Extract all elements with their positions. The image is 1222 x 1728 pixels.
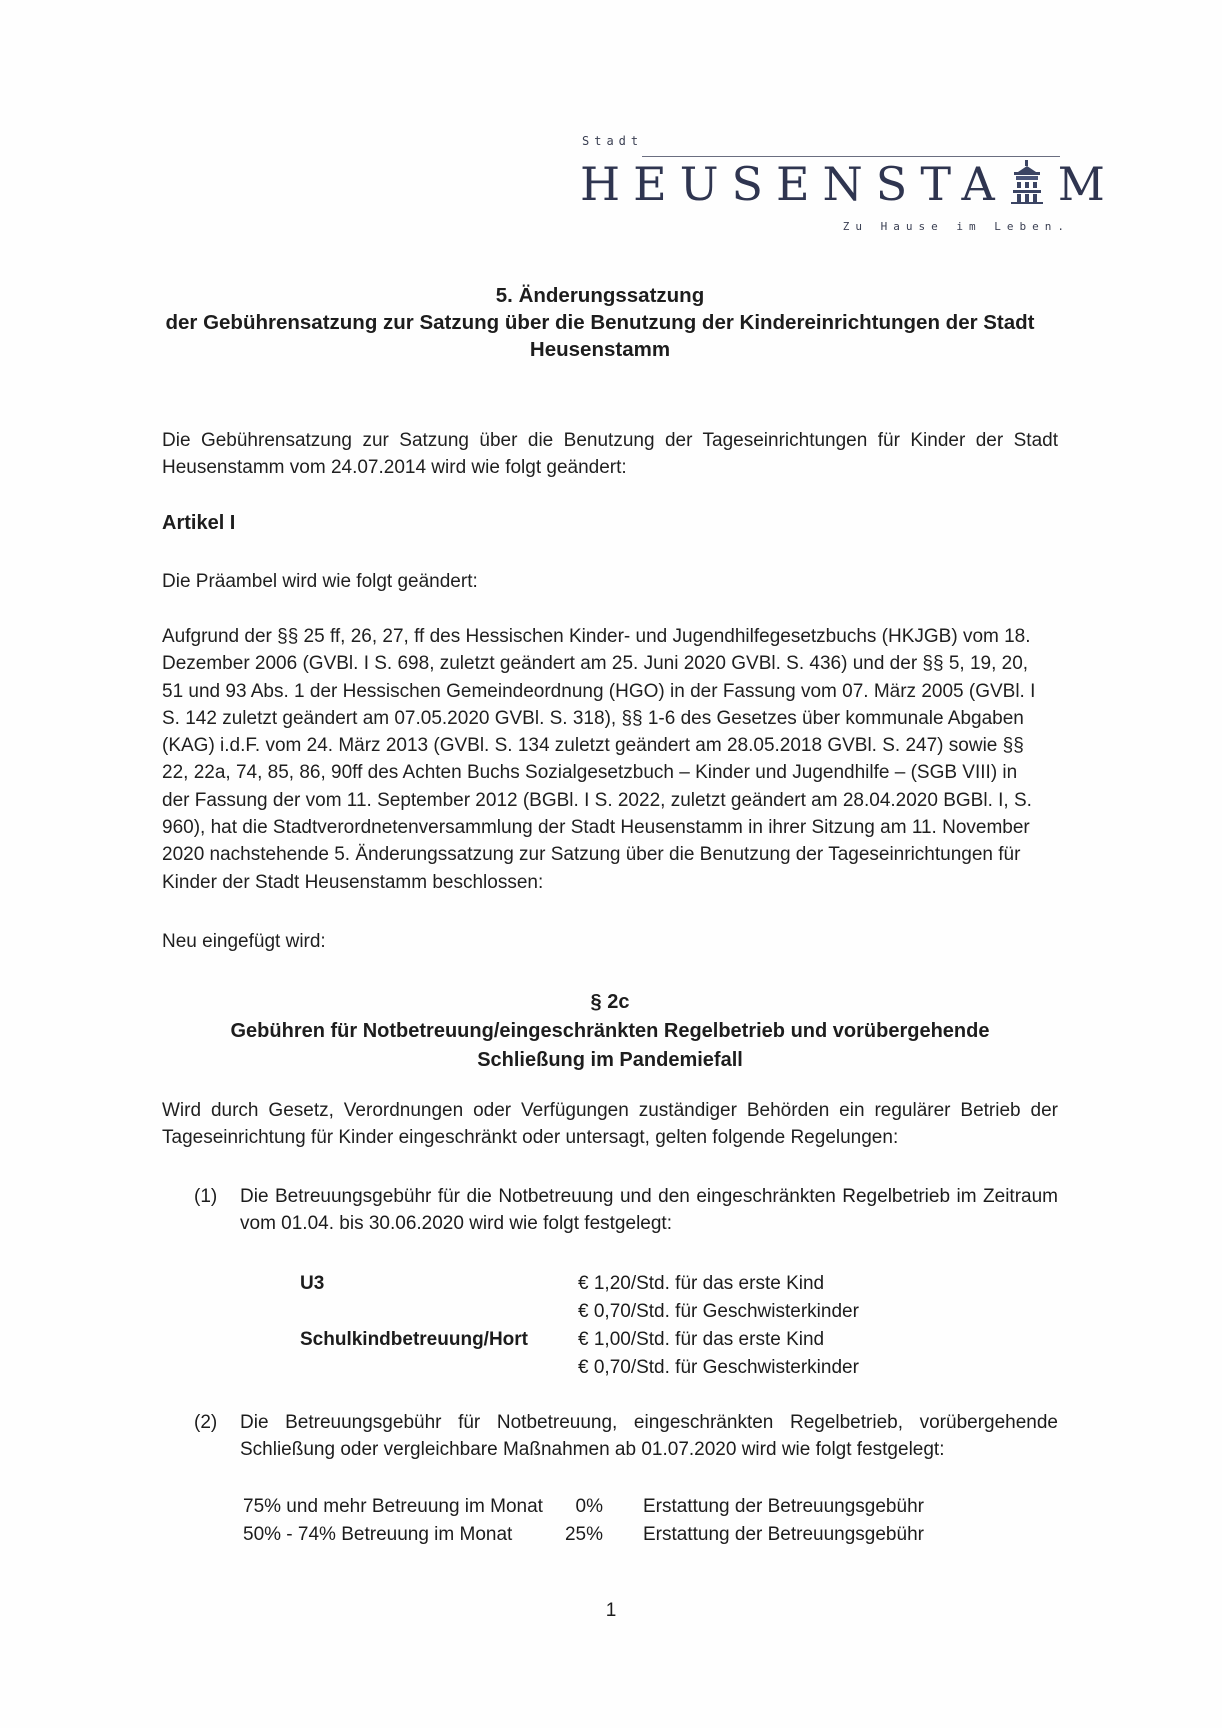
fee-amount: € 0,70/Std. für Geschwisterkinder: [578, 1357, 859, 1378]
legal-basis-line: (KAG) i.d.F. vom 24. März 2013 (GVBl. S. 134 zuletzt geändert am 28.05.2018 GVBl. S. 247) sowie §§: [162, 735, 1024, 757]
insert-note: Neu eingefügt wird:: [162, 931, 326, 952]
title-line-1: 5. Änderungssatzung: [495, 284, 705, 307]
refund-text: Erstattung der Betreuungsgebühr: [643, 1524, 924, 1545]
clause-text: Die Betreuungsgebühr für die Notbetreuung und den eingeschränkten Regelbetrieb im Zeitraum vom 01.04. bis 30.06.2020 wird wie folgt festgelegt:: [240, 1186, 1058, 1234]
fee-category: Schulkindbetreuung/Hort: [300, 1329, 528, 1350]
fee-category: U3: [300, 1273, 325, 1294]
preamble-note: Die Präambel wird wie folgt geändert:: [162, 571, 478, 592]
legal-basis-line: 51 und 93 Abs. 1 der Hessischen Gemeindeordnung (HGO) in der Fassung vom 07. März 2005 (GVBl. I: [162, 680, 1036, 702]
clause-text: Die Betreuungsgebühr für Notbetreuung, eingeschränkten Regelbetrieb, vorübergehende Schließung oder vergleichbare Maßnahmen ab 01.07.2020 wird wie folgt festgelegt:: [240, 1412, 1058, 1460]
intro-paragraph: Die Gebührensatzung zur Satzung über die Benutzung der Tageseinrichtungen für Kinder der Stadt Heusenstamm vom 24.07.2014 wird wie folgt geändert:: [162, 430, 1058, 478]
section-title-line-2: Schließung im Pandemiefall: [477, 1049, 743, 1071]
legal-basis-line: 22, 22a, 74, 85, 86, 90ff des Achten Buchs Sozialgesetzbuch – Kinder und Jugendhilfe – (SGB VIII) in: [162, 762, 1018, 784]
castle-icon: [1008, 160, 1046, 204]
clause-number: (1): [194, 1186, 218, 1207]
fee-amount: € 1,20/Std. für das erste Kind: [578, 1273, 825, 1294]
logo-stadt-label: Stadt: [582, 134, 644, 148]
refund-usage: 50% - 74% Betreuung im Monat: [243, 1524, 513, 1545]
legal-basis-paragraph: [162, 623, 1058, 896]
legal-basis-line: 960), hat die Stadtverordnetenversammlung der Stadt Heusenstamm in ihrer Sitzung am 11. November: [162, 817, 1030, 839]
logo-city-name: [580, 158, 1118, 210]
section-number: § 2c: [590, 991, 630, 1013]
logo-name-part1: HEUSENSTA: [580, 157, 1008, 211]
legal-basis-line: 2020 nachstehende 5. Änderungssatzung zur Satzung über die Benutzung der Tageseinrichtungen für: [162, 844, 1021, 866]
refund-text: Erstattung der Betreuungsgebühr: [643, 1496, 924, 1517]
fee-amount: € 0,70/Std. für Geschwisterkinder: [578, 1301, 859, 1322]
refund-percent: 0%: [575, 1496, 603, 1517]
refund-percent: 25%: [564, 1524, 603, 1545]
refund-row: [243, 1521, 1023, 1549]
refund-row: [243, 1493, 1023, 1521]
title-line-2: der Gebührensatzung zur Satzung über die Benutzung der Kindereinrichtungen der Stadt: [165, 311, 1035, 334]
title-line-3: Heusenstamm: [529, 338, 671, 361]
logo-tagline: Zu Hause im Leben.: [842, 220, 1070, 233]
section-heading: [150, 988, 1070, 1075]
legal-basis-line: S. 142 zuletzt geändert am 07.05.2020 GVBl. S. 318), §§ 1-6 des Gesetzes über kommunale Abgaben: [162, 707, 1024, 729]
refund-usage: 75% und mehr Betreuung im Monat: [243, 1496, 543, 1517]
legal-basis-line: Aufgrund der §§ 25 ff, 26, 27, ff des Hessischen Kinder- und Jugendhilfegesetzbuchs (HKJGB) vom 18.: [162, 626, 1031, 647]
article-heading: Artikel I: [162, 512, 236, 534]
fee-amount: € 1,00/Std. für das erste Kind: [578, 1329, 825, 1350]
legal-basis-line: Kinder der Stadt Heusenstamm beschlossen:: [162, 871, 544, 893]
section-title-line-1: Gebühren für Notbetreuung/eingeschränkten Regelbetrieb und vorübergehende: [230, 1020, 990, 1042]
refund-table: [243, 1493, 1023, 1549]
clause-number: (2): [194, 1412, 218, 1433]
legal-basis-line: der Fassung der vom 11. September 2012 (BGBl. I S. 2022, zuletzt geändert am 28.04.2020 BGBl. I, S.: [162, 789, 1032, 811]
section-intro: Wird durch Gesetz, Verordnungen oder Verfügungen zuständiger Behörden ein regulärer Betrieb der Tageseinrichtung für Kinder eingeschränkt oder untersagt, gelten folgende Regelungen:: [162, 1100, 1058, 1148]
document-title: [150, 282, 1050, 363]
city-logo: [580, 132, 1118, 233]
logo-name-part2: M: [1057, 157, 1118, 211]
page-number: 1: [605, 1600, 617, 1621]
legal-basis-line: Dezember 2006 (GVBl. I S. 698, zuletzt geändert am 25. Juni 2020 GVBl. S. 436) und der §§ 5, 19, 20,: [162, 653, 1029, 675]
